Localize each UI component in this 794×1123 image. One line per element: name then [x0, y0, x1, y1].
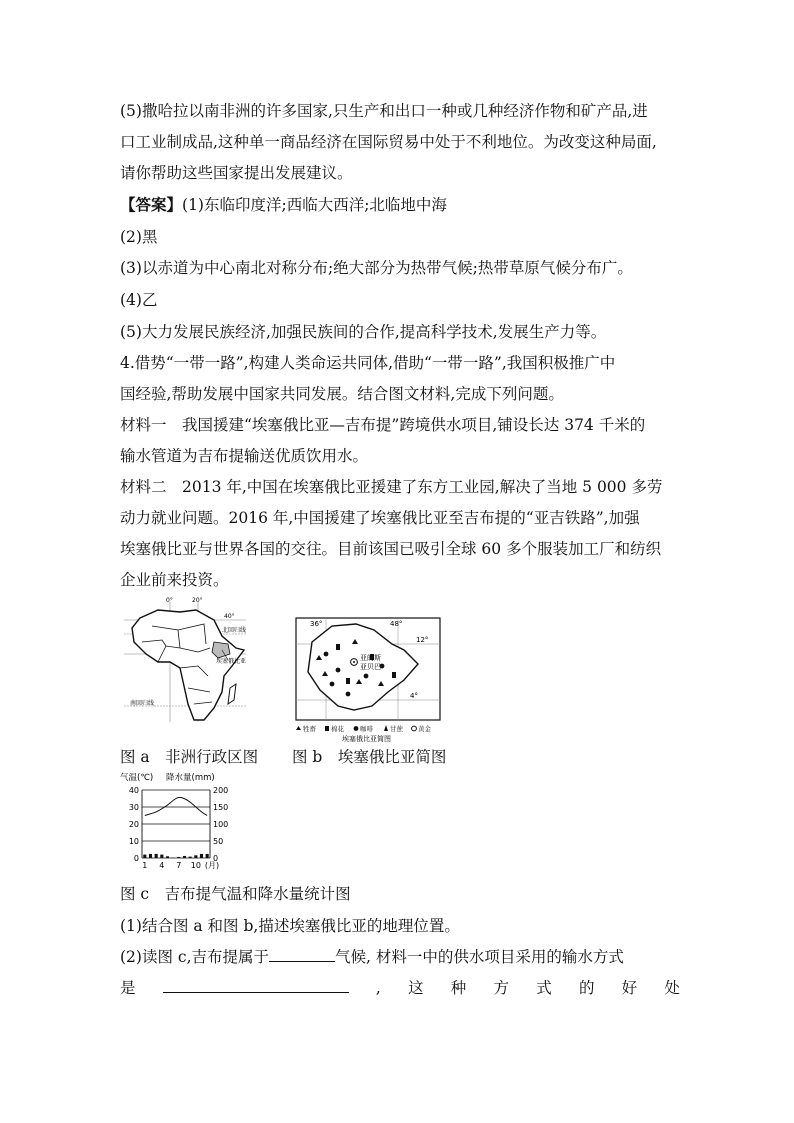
figure-b-caption: 图 b 埃塞俄比亚简图 [292, 748, 447, 766]
precipitation-bar [177, 857, 180, 858]
precipitation-bar [206, 854, 209, 858]
material-2-line-4: 企业前来投资。 [120, 571, 229, 589]
chart-x-tick: 4 [159, 861, 165, 870]
chart-right-tick: 0 [213, 854, 219, 863]
precipitation-bar [149, 854, 152, 858]
fig-b-title: 埃塞俄比亚简图 [342, 735, 391, 742]
q2-char-4: 式 [536, 979, 552, 997]
chart-right-tick: 50 [213, 837, 224, 846]
q4-line-1: 4.借势“一带一路”,构建人类命运共同体,借助“一带一路”,我国积极推广中 [120, 354, 616, 372]
material-2-line-2: 动力就业问题。2016 年,中国援建了埃塞俄比亚至吉布提的“亚吉铁路”,加强 [120, 509, 640, 527]
chart-x-tick: 7 [176, 861, 182, 870]
precipitation-bar [143, 855, 146, 858]
q2-char-5: 的 [578, 979, 595, 997]
answer-1: (1)东临印度洋;西临大西洋;北临地中海 [182, 196, 447, 214]
fig-b-legend-coffee: 咖啡 [360, 725, 373, 733]
precipitation-bar [200, 854, 203, 858]
chart-x-unit: (月) [204, 861, 220, 870]
question-2-part-c: 是 [120, 979, 136, 997]
chart-x-tick: 1 [142, 861, 148, 870]
chart-left-tick: 20 [128, 820, 139, 829]
chart-right-tick: 200 [213, 786, 229, 795]
chart-left-tick: 10 [128, 837, 139, 846]
material-1-line-1: 材料一 我国援建“埃塞俄比亚—吉布提”跨境供水项目,铺设长达 374 千米的 [120, 416, 646, 434]
q2-char-3: 方 [493, 979, 510, 997]
precipitation-bar [166, 856, 169, 858]
fig-b-lat4: 4° [410, 692, 418, 700]
fig-b-lon48: 48° [390, 620, 403, 628]
fig-b-lon36: 36° [310, 620, 323, 628]
fig-b-legend-gold: 黄金 [418, 725, 431, 733]
precipitation-bar [155, 854, 158, 858]
fig-a-north-tropic: 北回归线 [222, 627, 247, 634]
q5-line-2: 口工业制成品,这种单一商品经济在国际贸易中处于不利地位。为改变这种局面, [120, 133, 657, 151]
temperature-line [145, 797, 207, 815]
fig-b-lat12: 12° [416, 636, 429, 644]
question-2-line-1 [120, 947, 680, 967]
q4-line-2: 国经验,帮助发展中国家共同发展。结合图文材料,完成下列问题。 [120, 385, 564, 403]
question-1: (1)结合图 a 和图 b,描述埃塞俄比亚的地理位置。 [120, 917, 460, 935]
answer-3: (3)以赤道为中心南北对称分布;绝大部分为热带气候;热带草原气候分布广。 [120, 259, 633, 277]
precipitation-bar [160, 855, 163, 858]
material-2-line-1: 材料二 2013 年,中国在埃塞俄比亚援建了东方工业园,解决了当地 5 000 多劳 [120, 478, 663, 496]
fig-a-lon20: 20° [192, 597, 203, 604]
question-2-part-b: 气候, 材料一中的供水项目采用的输水方式 [335, 948, 624, 966]
q2-char-0: , [375, 979, 381, 997]
material-2-line-3: 埃塞俄比亚与世界各国的交往。目前该国已吸引全球 60 多个服装加工厂和纺织 [120, 540, 662, 558]
figure-c-caption: 图 c 吉布提气温和降水量统计图 [120, 885, 351, 903]
chart-x-tick: 10 [190, 861, 201, 870]
q2-char-6: 好 [621, 979, 638, 997]
answer-blank-climate[interactable] [269, 947, 335, 962]
fig-a-lon0: 0° [166, 597, 173, 604]
chart-left-tick: 0 [133, 854, 139, 863]
material-1-line-2: 输水管道为吉布提输送优质饮用水。 [120, 447, 369, 465]
chart-left-tick: 30 [128, 803, 139, 812]
figure-b-ethiopia-map [292, 614, 444, 742]
chart-right-tick: 150 [213, 803, 229, 812]
figure-a-caption: 图 a 非洲行政区图 [120, 748, 259, 766]
chart-left-axis-label: 气温(℃) [120, 773, 154, 783]
fig-b-capital-line-2: 亚贝巴 [360, 663, 381, 671]
precipitation-bar [189, 857, 192, 858]
fig-b-capital-line-1: 亚的斯 [360, 654, 381, 662]
answer-2: (2)黑 [120, 228, 158, 246]
figure-c-climate-chart [118, 770, 240, 880]
chart-left-tick: 40 [128, 786, 139, 795]
fig-a-ethiopia-label: 埃塞俄比亚 [216, 658, 247, 665]
answer-blank-method[interactable] [163, 978, 349, 993]
question-2-line-2 [120, 978, 680, 998]
q5-line-1: (5)撒哈拉以南非洲的许多国家,只生产和出口一种或几种经济作物和矿产品,进 [120, 102, 648, 120]
chart-right-tick: 100 [213, 820, 229, 829]
precipitation-bar [194, 855, 197, 858]
chart-right-axis-label: 降水量(mm) [166, 773, 215, 783]
fig-b-legend-sugarcane: 甘蔗 [390, 725, 403, 733]
fig-b-legend-livestock: 牲畜 [303, 725, 316, 733]
q2-char-2: 种 [450, 979, 467, 997]
fig-b-legend-cotton: 棉花 [331, 725, 344, 733]
answer-label: 【答案】 [120, 195, 183, 214]
fig-a-south-tropic: 南回归线 [130, 700, 155, 707]
answer-5: (5)大力发展民族经济,加强民族间的合作,提高科学技术,发展生产力等。 [120, 323, 607, 341]
answer-line-1 [120, 195, 680, 215]
q5-line-3: 请你帮助这些国家提出发展建议。 [120, 164, 353, 182]
fig-a-lat40: 40° [224, 613, 235, 620]
q2-char-1: 这 [408, 979, 424, 997]
precipitation-bar [183, 856, 186, 858]
answer-4: (4)乙 [120, 291, 158, 309]
figure-a-africa-map [118, 596, 250, 726]
q2-char-7: 处 [664, 979, 680, 997]
question-2-part-a: (2)读图 c,吉布提属于 [120, 948, 269, 966]
